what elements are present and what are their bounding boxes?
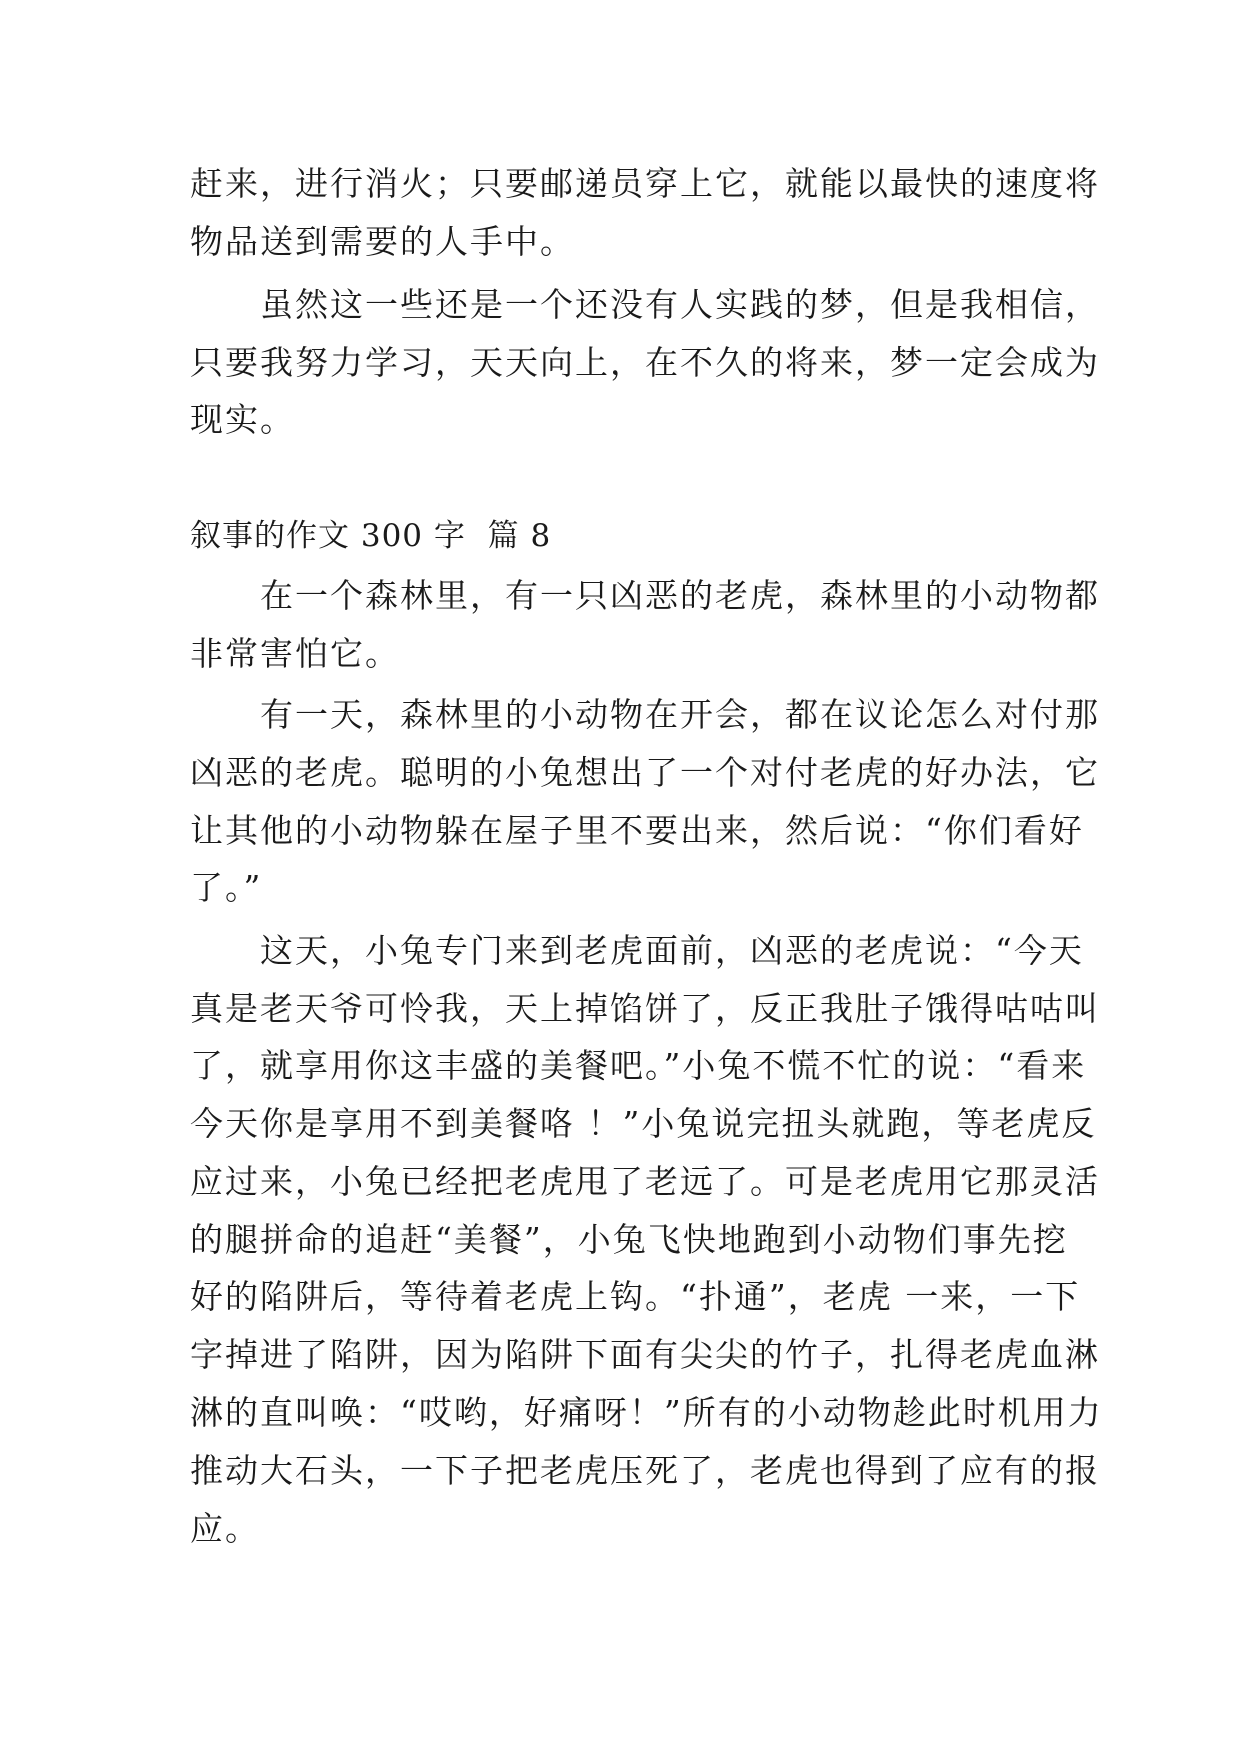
text-line: 有一天，森林里的小动物在开会，都在议论怎么对付那: [190, 695, 1100, 734]
text-line: 让其他的小动物躲在屋子里不要出来，然后说：“你们看好: [190, 811, 1084, 850]
text-line: 凶恶的老虎。聪明的小兔想出了一个对付老虎的好办法，它: [190, 753, 1100, 792]
text-line: 好的陷阱后，等待着老虎上钩。“扑通”，老虎 一来，一下: [190, 1277, 1081, 1316]
text-line: 了，就享用你这丰盛的美餐吧。”小兔不慌不忙的说：“看来: [190, 1046, 1087, 1085]
section-heading: 叙事的作文 300 字 篇 8: [190, 518, 552, 554]
text-line: 物品送到需要的人手中。: [190, 222, 575, 261]
text-line: 非常害怕它。: [190, 634, 400, 673]
text-line: 应。: [190, 1509, 260, 1548]
text-line: 推动大石头，一下子把老虎压死了，老虎也得到了应有的报: [190, 1451, 1100, 1490]
text-line: 字掉进了陷阱，因为陷阱下面有尖尖的竹子，扎得老虎血淋: [190, 1335, 1100, 1374]
text-line: 虽然这一些还是一个还没有人实践的梦，但是我相信，: [190, 285, 1100, 324]
text-line: 只要我努力学习，天天向上，在不久的将来，梦一定会成为: [190, 343, 1100, 382]
text-line: 现实。: [190, 400, 295, 439]
text-line: 赶来，进行消火；只要邮递员穿上它，就能以最快的速度将: [190, 164, 1100, 203]
text-line: 今天你是享用不到美餐咯 ！”小兔说完扭头就跑，等老虎反: [190, 1104, 1097, 1143]
text-line: 的腿拼命的追赶“美餐”，小兔飞快地跑到小动物们事先挖: [190, 1220, 1068, 1259]
text-line: 在一个森林里，有一只凶恶的老虎，森林里的小动物都: [190, 576, 1100, 615]
text-line: 应过来，小兔已经把老虎甩了老远了。可是老虎用它那灵活: [190, 1162, 1100, 1201]
text-line: 了。”: [190, 868, 263, 907]
text-line: 淋的直叫唤：“哎哟，好痛呀！”所有的小动物趁此时机用力: [190, 1393, 1103, 1432]
text-line: 真是老天爷可怜我，天上掉馅饼了，反正我肚子饿得咕咕叫: [190, 989, 1100, 1028]
text-line: 这天，小兔专门来到老虎面前，凶恶的老虎说：“今天: [190, 931, 1084, 970]
